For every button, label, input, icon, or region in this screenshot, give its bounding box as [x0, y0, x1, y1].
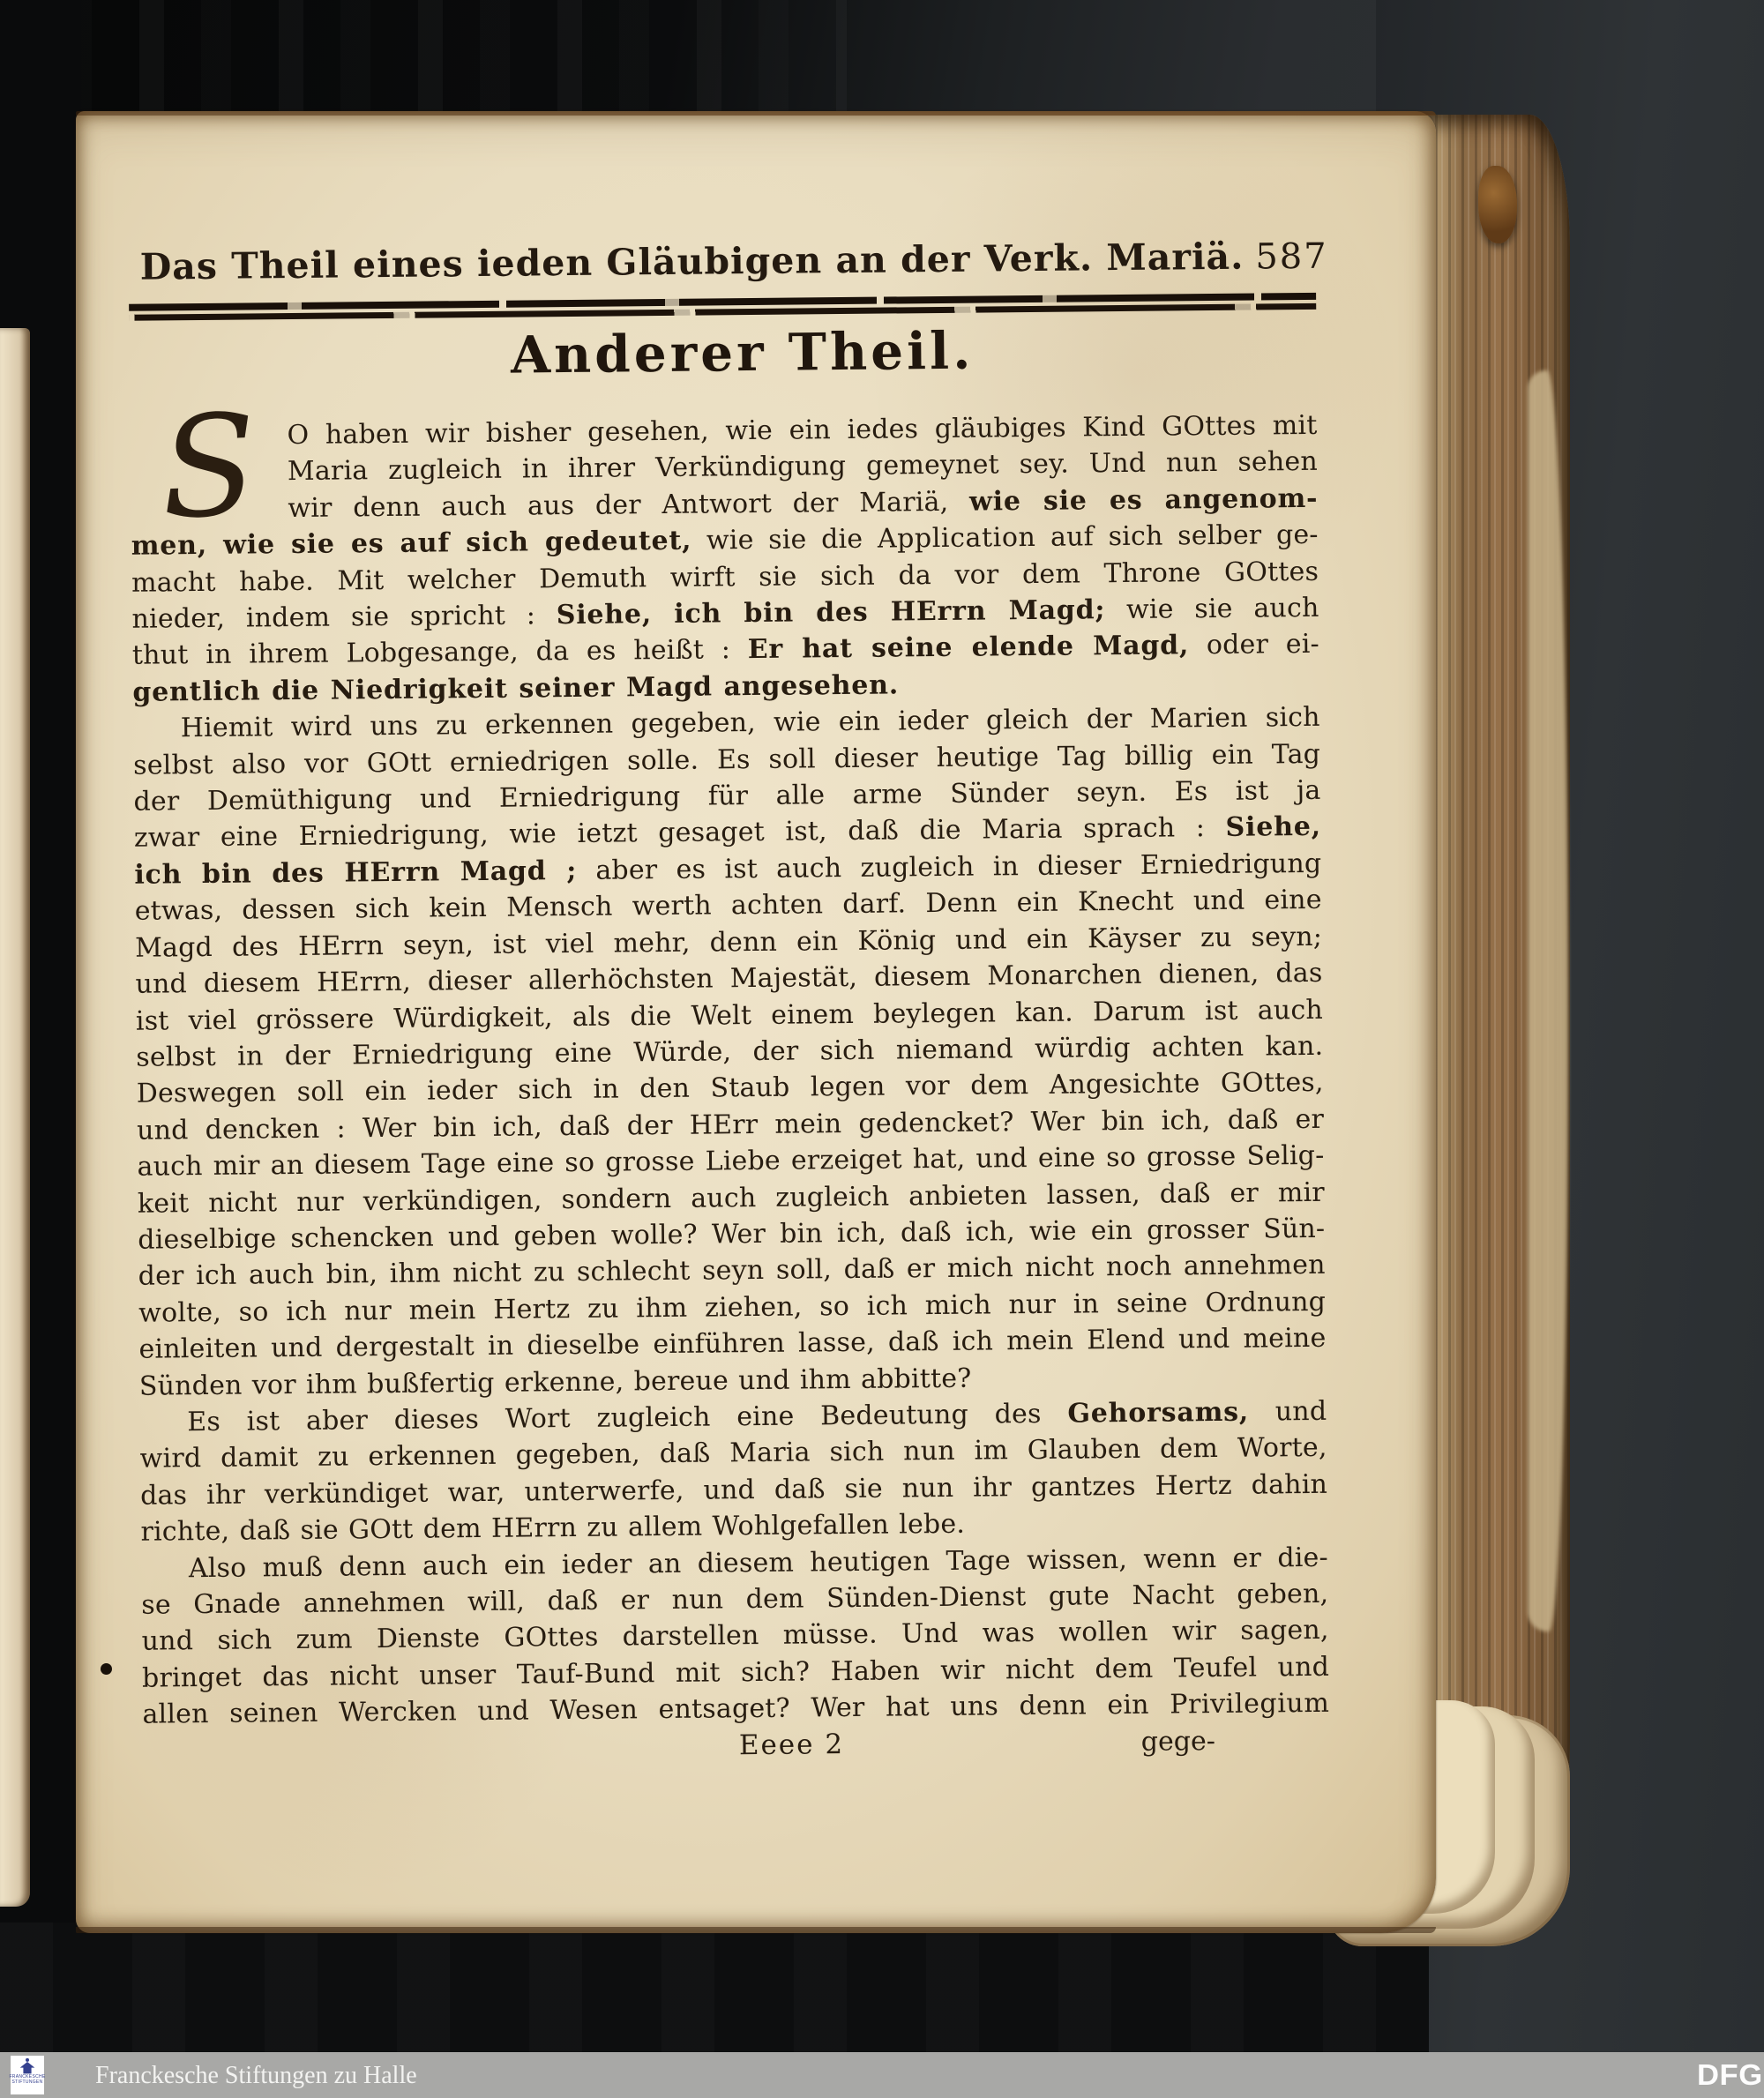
under-page-edge	[0, 328, 30, 1907]
body-line: Also muß denn auch ein ieder an diesem heutigen Tage wissen, wenn er die-	[188, 1542, 1329, 1584]
body-line: wir denn auch aus der Antwort der Mariä, wie sie es angenom-	[288, 482, 1319, 524]
body-line: selbst in der Erniedrigung eine Würde, der sich niemand würdig achten kan.	[136, 1030, 1324, 1073]
body-line: wolte, so ich nur mein Hertz zu ihm ziehen, so ich mich nur in seine Ordnung	[138, 1286, 1327, 1329]
institution-logo-caption: STIFTUNGEN	[11, 2079, 43, 2085]
body-line: O haben wir bisher gesehen, wie ein iedes gläubiges Kind GOttes mit	[287, 409, 1318, 452]
catchword: gege-	[1140, 1725, 1216, 1758]
body-line: nieder, indem sie spricht : Siehe, ich bin des HErrn Magd; wie sie auch	[131, 592, 1319, 635]
body-line: und diesem HErrn, dieser allerhöchsten Majestät, diesem Monarchen dienen, das	[135, 957, 1323, 1000]
body-line: wird damit zu erkennen gegeben, daß Maria sich nun im Glauben dem Worte,	[139, 1432, 1327, 1475]
body-line: richte, daß sie GOtt dem HErrn zu allem Wohlgefallen lebe.	[140, 1508, 966, 1548]
body-line: selbst also vor GOtt erniedrigen solle. Es soll dieser heutige Tag billig ein Tag	[132, 738, 1321, 781]
paragraph	[133, 699, 1327, 1405]
book-clasp-remnant	[1478, 166, 1517, 243]
signature-mark: Eeee 2	[738, 1728, 845, 1761]
institution-logo-icon	[18, 2057, 37, 2075]
body-line: etwas, dessen sich kein Mensch werth achten darf. Denn ein Knecht und eine	[134, 885, 1322, 928]
body-line: dieselbige schencken und geben wolle? Wer bin ich, daß ich, wie ein grosser Sün-	[138, 1213, 1326, 1256]
page-number: 587	[1255, 235, 1328, 278]
paragraph	[139, 1393, 1328, 1551]
body-line: ist viel grössere Würdigkeit, als die Welt einem beylegen kan. Darum ist auch	[135, 994, 1324, 1037]
body-line: das ihr verkündiget war, unterwerfe, und daß sie nun ihr gantzes Hertz dahin	[139, 1468, 1328, 1512]
body-line: bringet das nicht unser Tauf-Bund mit sich? Haben wir nicht dem Teufel und	[141, 1651, 1330, 1694]
body-line: der Demüthigung und Erniedrigung für alle arme Sünder seyn. Es ist ja	[133, 774, 1321, 818]
institution-name: Franckesche Stiftungen zu Halle	[95, 2062, 417, 2089]
body-line: ich bin des HErrn Magd ; aber es ist auch zugleich in dieser Erniedrigung	[134, 847, 1322, 891]
body-line: keit nicht nur verkündigen, sondern auch zugleich anbieten lassen, daß er mir	[137, 1176, 1326, 1220]
body-line: men, wie sie es auf sich gedeutet, wie sie die Application auf sich selber ge-	[131, 519, 1319, 563]
body-line: der ich auch bin, ihm nicht zu schlecht seyn soll, daß er mich nicht noch annehmen	[138, 1250, 1326, 1293]
body-line: auch mir an diesem Tage eine so grosse Liebe erzeiget hat, und eine so grosse Selig-	[137, 1139, 1325, 1183]
body-line: allen seinen Wercken und Wesen entsaget? Wer hat uns denn ein Privilegium	[142, 1688, 1330, 1730]
body-line: zwar eine Erniedrigung, wie ietzt gesaget ist, daß die Maria sprach : Siehe,	[133, 811, 1322, 855]
running-title: Das Theil eines ieden Gläubigen an der Verk. Mariä.	[139, 235, 1245, 288]
headline-rule	[129, 293, 1316, 321]
dfg-logo: DFG	[1697, 2058, 1763, 2091]
page-content	[69, 105, 1446, 1940]
body-line: se Gnade annehmen will, daß er nun dem Sünden-Dienst gute Nacht geben,	[141, 1578, 1329, 1621]
body-line: Magd des HErrn seyn, ist viel mehr, denn ein König und ein Käyser zu seyn;	[134, 921, 1323, 964]
body-line: Sünden vor ihm bußfertig erkenne, bereue und ihm abbitte?	[138, 1363, 972, 1402]
body-line: gentlich die Niedrigkeit seiner Magd angesehen.	[132, 669, 900, 708]
institution-logo	[11, 2056, 44, 2094]
body-line: thut in ihrem Lobgesange, da es heißt : Er hat seine elende Magd, oder ei-	[131, 629, 1320, 672]
section-title: Anderer Theil.	[510, 320, 975, 385]
body-line: und dencken : Wer bin ich, daß der HErr mein gedencket? Wer bin ich, daß er	[136, 1103, 1325, 1146]
body-line: und sich zum Dienste GOttes darstellen müsse. Und was wollen wir sagen,	[141, 1615, 1329, 1658]
book-page	[76, 111, 1436, 1933]
paragraph	[130, 384, 1320, 711]
paragraph	[141, 1539, 1330, 1733]
institution-logo-caption: FRANCKESCHE	[9, 2074, 46, 2079]
running-header	[140, 235, 1328, 288]
drop-cap: S	[157, 384, 260, 551]
body-line: einleiten und dergestalt in dieselbe einführen lasse, daß ich mein Elend und meine	[138, 1322, 1327, 1365]
body-text	[130, 384, 1330, 1770]
body-line: Maria zugleich in ihrer Verkündigung gemeynet sey. Und nun sehen	[287, 446, 1319, 488]
body-line: Hiemit wird uns zu erkennen gegeben, wie ein ieder gleich der Marien sich	[180, 702, 1320, 744]
body-line: macht habe. Mit welcher Demuth wirft sie sich da vor dem Throne GOttes	[131, 556, 1319, 599]
scanner-background-bottom	[0, 1923, 1429, 2055]
body-line: Es ist aber dieses Wort zugleich eine Bedeutung des Gehorsams, und	[187, 1395, 1327, 1438]
margin-ink-dot	[101, 1663, 112, 1675]
body-line: Deswegen soll ein ieder sich in den Staub legen vor dem Angesichte GOttes,	[136, 1067, 1324, 1110]
